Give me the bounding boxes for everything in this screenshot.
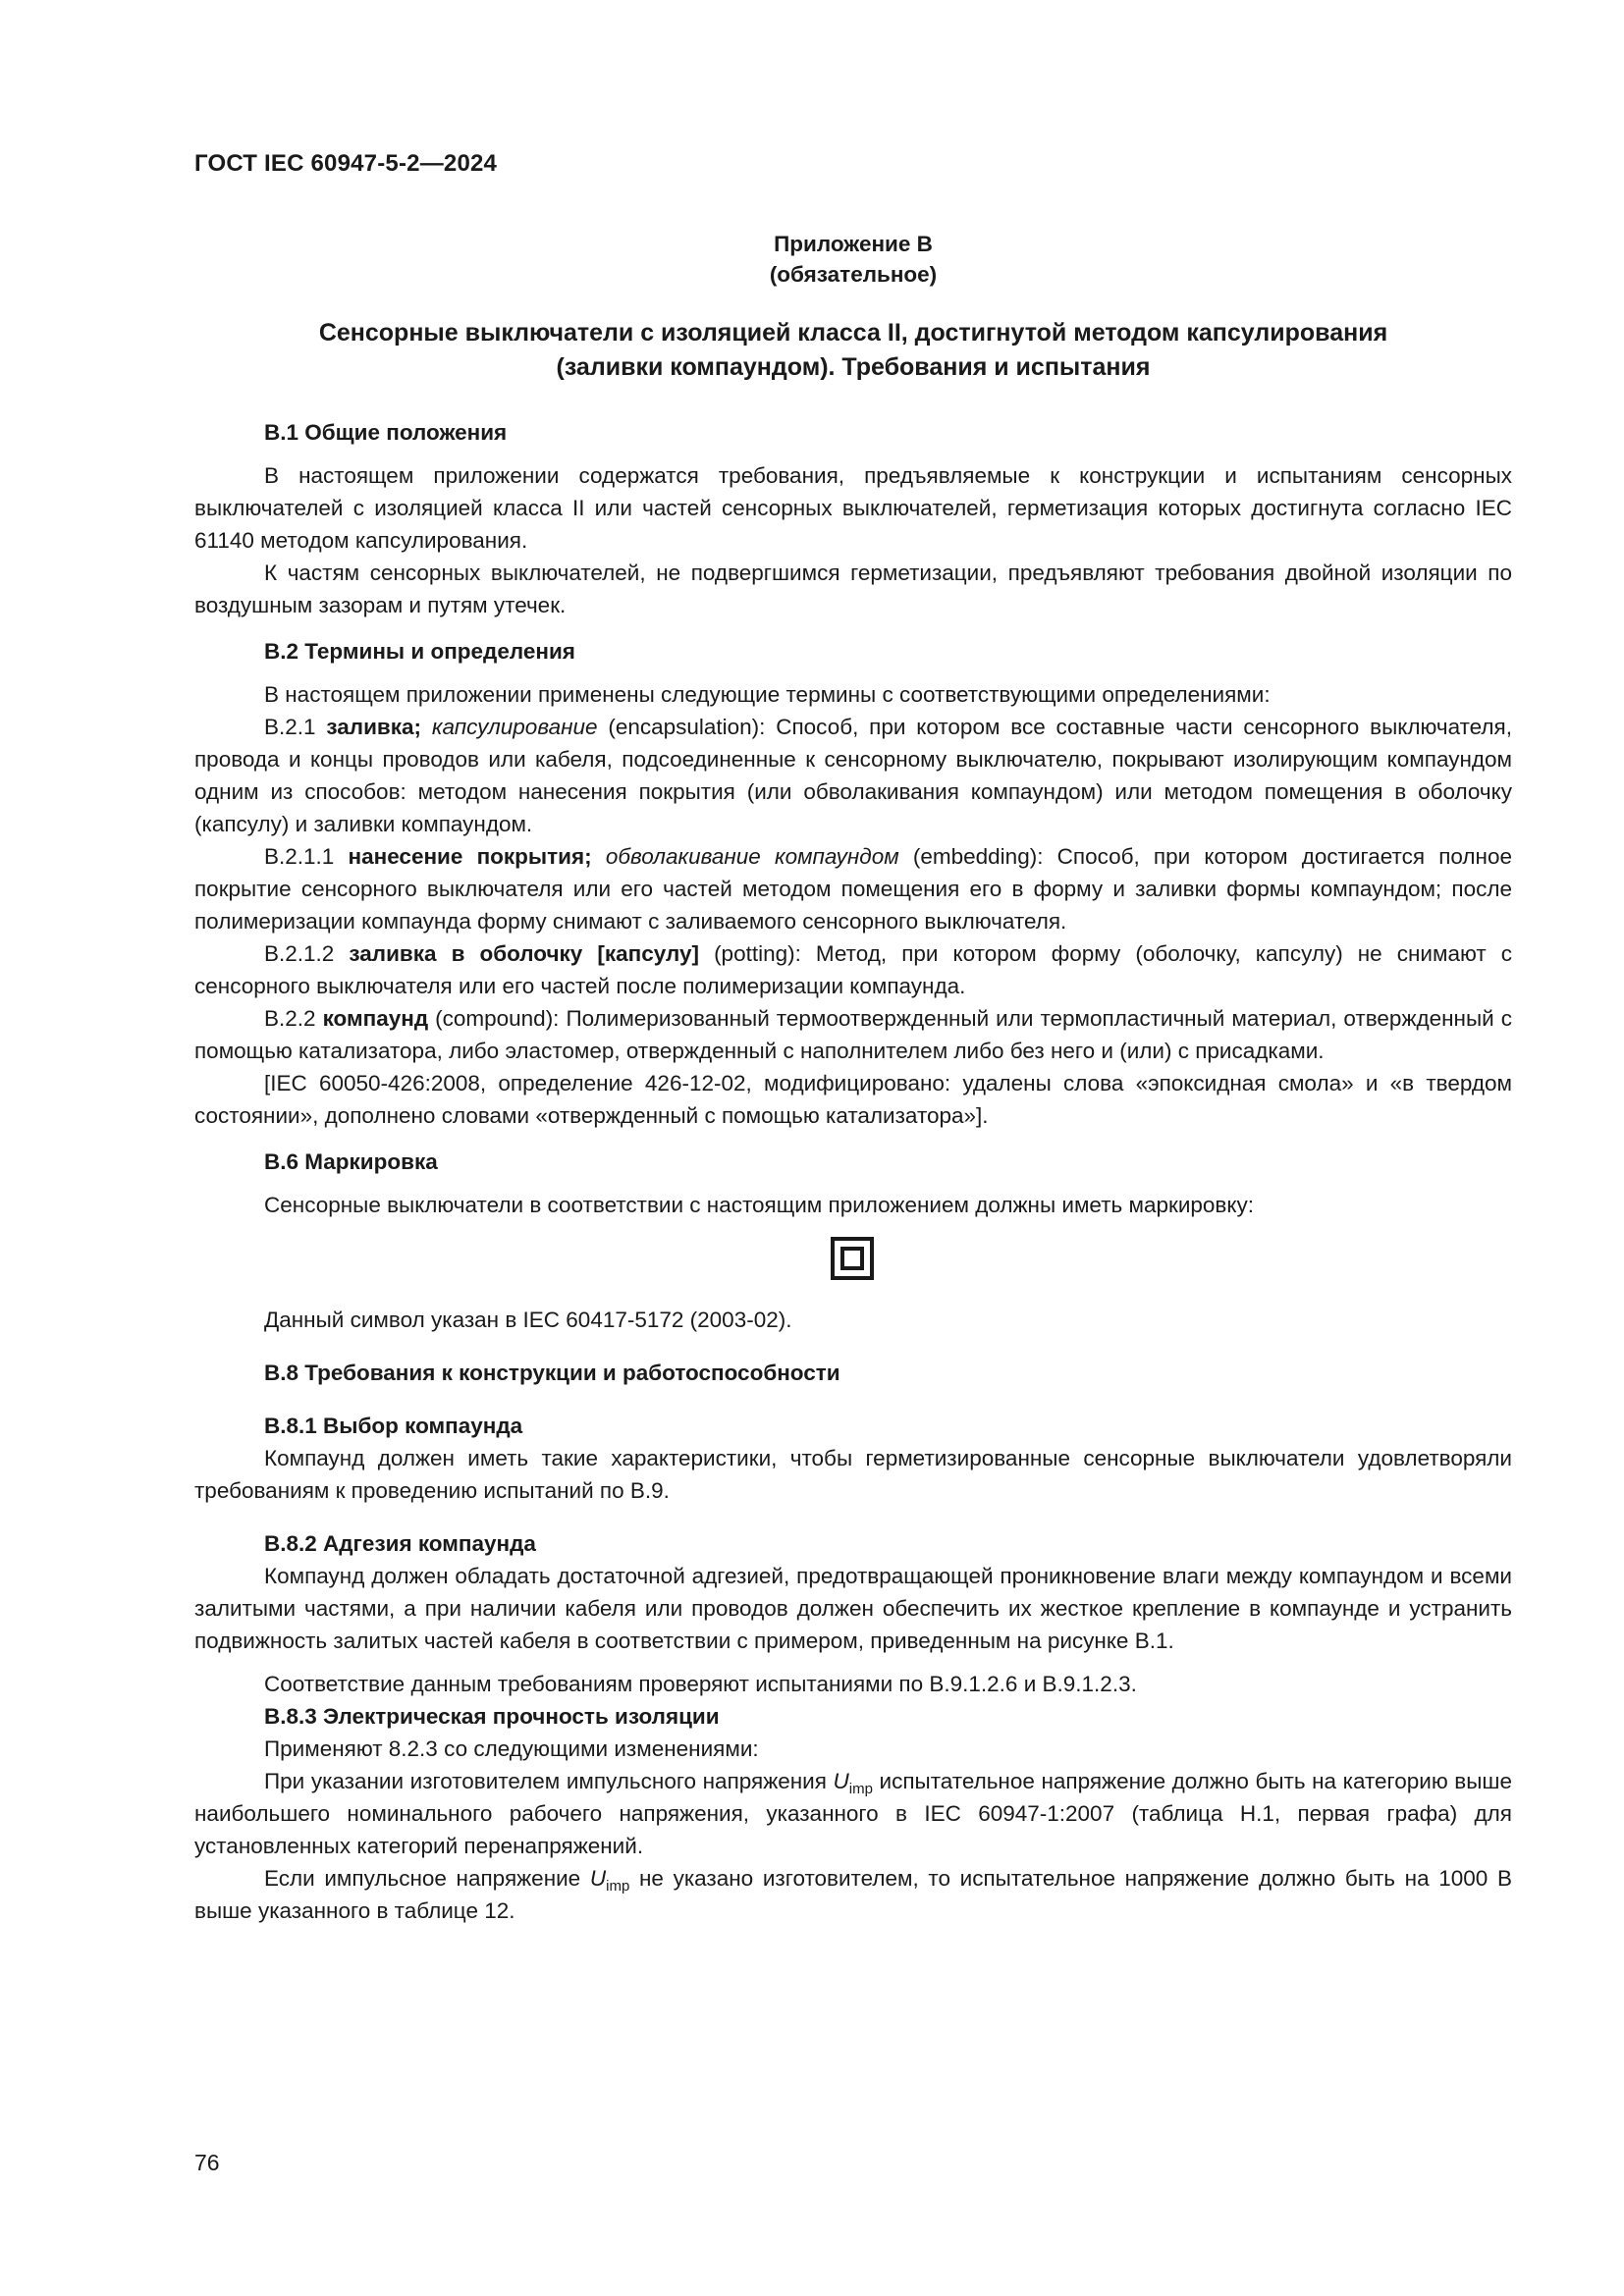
u-subscript: imp — [606, 1878, 630, 1895]
symbol-note: Данный символ указан в IEC 60417-5172 (2003-02). — [264, 1308, 792, 1332]
subsection-heading-b8-2: В.8.2 Адгезия компаунда — [264, 1531, 536, 1556]
term-synonym: обволакивание компаундом — [605, 844, 899, 869]
term-name: заливка в оболочку [капсулу] — [349, 941, 699, 966]
term-number: В.2.1.1 — [264, 844, 335, 869]
paragraph: Сенсорные выключатели в соответствии с настоящим приложением должны иметь маркировку: — [264, 1193, 1254, 1217]
term-number: В.2.1.2 — [264, 941, 335, 966]
term-text: (compound): Полимеризованный термоотвержденный или термопластичный материал, отвержденный с помощью катализатора, либо эластомер, отвержденный с наполнителем либо без него и (или) с присадками. — [194, 1006, 1512, 1063]
document-body — [194, 416, 1512, 1927]
section-heading-b1: В.1 Общие положения — [264, 420, 508, 445]
u-symbol: U — [589, 1866, 607, 1891]
paragraph: В настоящем приложении применены следующие термины с соответствующими определениями: — [264, 682, 1271, 707]
term-definition-b2-1 — [194, 711, 1512, 840]
term-text: (potting): Метод, при котором форму (оболочку, капсулу) не снимают с сенсорного выключателя или его частей после полимеризации компаунда. — [194, 941, 1512, 998]
appendix-status: (обязательное) — [769, 262, 938, 287]
section-heading-b2: В.2 Термины и определения — [264, 639, 575, 664]
term-definition-b2-2 — [194, 1002, 1512, 1067]
paragraph: К частям сенсорных выключателей, не подвергшимся герметизации, предъявляют требования двойной изоляции по воздушным зазорам и путям утечек. — [194, 561, 1512, 617]
appendix-title: Приложение В — [774, 232, 933, 256]
term-number: В.2.2 — [264, 1006, 316, 1031]
main-title-line-2: (заливки компаундом). Требования и испытания — [556, 353, 1151, 381]
paragraph: Применяют 8.2.3 со следующими изменениями: — [264, 1736, 759, 1761]
document-code: ГОСТ IEC 60947-5-2—2024 — [194, 150, 498, 177]
term-text: (embedding): Способ, при котором достигается полное покрытие сенсорного выключателя или его частей методом помещения его в форму и заливки формы компаундом; после полимеризации компаунда форму снимают с заливаемого сенсорного выключателя. — [194, 844, 1512, 934]
term-definition-b2-1-2 — [194, 937, 1512, 1002]
paragraph: Компаунд должен обладать достаточной адгезией, предотвращающей проникновение влаги между компаундом и всеми залитыми частями, а при наличии кабеля или проводов должен обеспечить их жесткое крепление в компаунде и устранить подвижность залитых частей кабеля в соответствии с примером, приведенным на рисунке В.1. — [194, 1564, 1512, 1653]
paragraph: Соответствие данным требованиям проверяют испытаниями по В.9.1.2.6 и В.9.1.2.3. — [264, 1672, 1137, 1696]
term-synonym: капсулирование — [431, 715, 598, 739]
subsection-heading-b8-3: В.8.3 Электрическая прочность изоляции — [264, 1704, 720, 1729]
term-name: заливка; — [326, 715, 421, 739]
term-number: В.2.1 — [264, 715, 316, 739]
term-name: нанесение покрытия; — [348, 844, 592, 869]
term-text: (encapsulation): Способ, при котором все составные части сенсорного выключателя, провода и концы проводов или кабеля, подсоединенные к сенсорному выключателю, покрывают изолирующим компаундом одним из способов: методом нанесения покрытия (или обволакивания компаундом) или методом помещения в оболочку (капсулу) и заливки компаундом. — [194, 715, 1512, 836]
section-heading-b6: В.6 Маркировка — [264, 1149, 438, 1174]
main-title-line-1: Сенсорные выключатели с изоляцией класса II, достигнутой методом капсулирования — [318, 319, 1388, 347]
page-number: 76 — [194, 2150, 220, 2175]
u-subscript: imp — [848, 1781, 873, 1797]
paragraph: При указании изготовителем импульсного напряжения $U_{imp}$ испытательное напряжение должно быть на категорию выше наибольшего номинального рабочего напряжения, указанного в IEC 60947-1:2007 (таблица Н.1, первая графа) для установленных категорий перенапряжений. — [194, 1769, 1512, 1858]
paragraph: В настоящем приложении содержатся требования, предъявляемые к конструкции и испытаниям сенсорных выключателей с изоляцией класса II или частей сенсорных выключателей, герметизация которых достигнута согласно IEC 61140 методом капсулирования. — [194, 463, 1512, 553]
term-definition-b2-1-1 — [194, 840, 1512, 937]
appendix-main-title — [194, 316, 1512, 385]
section-heading-b8: В.8 Требования к конструкции и работоспособности — [264, 1361, 840, 1385]
term-source-note: [IEC 60050-426:2008, определение 426-12-02, модифицировано: удалены слова «эпоксидная смола» и «в твердом состоянии», дополнено словами «отвержденный с помощью катализатора»]. — [194, 1071, 1512, 1128]
u-symbol: U — [833, 1769, 849, 1793]
paragraph: Компаунд должен иметь такие характеристики, чтобы герметизированные сенсорные выключатели удовлетворяли требованиям к проведению испытаний по В.9. — [194, 1446, 1512, 1503]
double-insulation-icon — [831, 1237, 874, 1280]
appendix-heading — [194, 229, 1512, 290]
symbol-container — [194, 1221, 1512, 1304]
subsection-heading-b8-1: В.8.1 Выбор компаунда — [264, 1414, 523, 1438]
paragraph: Если импульсное напряжение $U_{imp}$ не указано изготовителем, то испытательное напряжение должно быть на 1000 В выше указанного в таблице 12. — [194, 1866, 1512, 1923]
term-name: компаунд — [322, 1006, 429, 1031]
